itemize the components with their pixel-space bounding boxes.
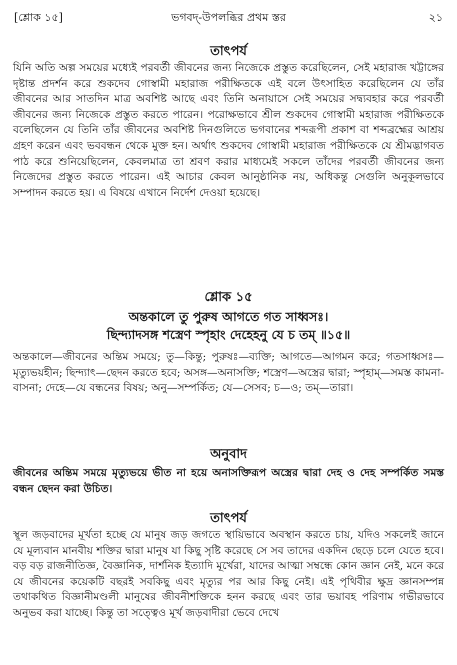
tatparya-heading-1: তাৎপর্য — [210, 44, 247, 59]
header-chapter-title: ভগবদ্-উপলব্ধির প্রথম স্তর — [171, 11, 286, 24]
tatparya-heading-2: তাৎপর্য — [210, 511, 247, 526]
tatparya-text-2: স্থূল জড়বাদের মূর্খতা হচ্ছে যে মানুষ জড় জগতে স্থায়িভাবে অবস্থান করতে চায়, যদিও সকলেই জানে যে মূল্যবান মানবীয় শক্তির দ্বারা মানুষ যা কিছু সৃষ্টি করেছে সে সব তাদের একদিন ছেড়ে চলে যেতে হবে। বড় বড় রাজনীতিজ্ঞ, বৈজ্ঞানিক, দার্শনিক ইত্যাদি মূর্খেরা, যাদের আত্মা সম্বন্ধে কোন জ্ঞান নেই, মনে করে যে জীবনের কয়েকটি বছরই সবকিছু এবং মৃত্যুর পর আর কিছু নেই। এই পৃথিবীর ক্ষুদ্র জ্ঞানসম্পন্ন তথাকথিত বিজ্ঞানীমণ্ডলী মানুষের জীবনীশক্তিকে হনন করছে এবং তার ভয়াবহ পরিণাম গভীরভাবে অনুভব করা যাচ্ছে। কিন্তু তা সত্ত্বেও মূর্খ জড়বাদীরা ভেবে দেখে — [13, 529, 444, 619]
page-number: ২১ — [428, 11, 443, 24]
tatparya-text-1: যিনি অতি অল্প সময়ের মধ্যেই পরবর্তী জীবনের জন্য নিজেকে প্রস্তুত করেছিলেন, সেই মহারাজ খট্টাঙ্গের দৃষ্টান্ত প্রদর্শন করে শুকদেব গোস্বামী মহারাজ পরীক্ষিতকে এই বলে উৎসাহিত করেছিলেন যে তাঁর জীবনের আর সাতদিন মাত্র অবশিষ্ট আছে এবং তিনি অনায়াসে সেই সময়ের সদ্ব্যবহার করে পরবর্তী জীবনের জন্য নিজেকে প্রস্তুত করতে পারেন। পরোক্ষভাবে শ্রীল শুকদেব গোস্বামী মহারাজ পরীক্ষিতকে বলেছিলেন যে তিনি তাঁর জীবনের অবশিষ্ট দিনগুলিতে ভগবানের শব্দরূপী প্রকাশ বা শব্দব্রহ্মের আশ্রয় গ্রহণ করেন এবং ভববন্ধন থেকে মুক্ত হন। অর্থাৎ শুকদেব গোস্বামী মহারাজ পরীক্ষিতকে যে শ্রীমদ্ভাগবত পাঠ করে শুনিয়েছিলেন, কেবলমাত্র তা শ্রবণ করার মাধ্যমেই সকলে তাঁদের পরবর্তী জীবনের জন্য নিজেদের প্রস্তুত করতে পারেন। এই আচার কেবল আনুষ্ঠানিক নয়, অধিকন্তু সেগুলি অনুকূলভাবে সম্পাদন করতে হয়। এ বিষয়ে এখানে নির্দেশ দেওয়া হয়েছে। — [13, 62, 444, 199]
shloka-title: শ্লোক ১৫ — [204, 290, 253, 305]
shloka-line-1: অন্তকালে তু পুরুষ আগতে গত সাধ্বসঃ। — [128, 309, 329, 324]
anuvad-heading: অনুবাদ — [210, 447, 247, 462]
word-meanings: অন্তকালে—জীবনের অন্তিম সময়ে; তু—কিন্তু; পুরুষঃ—ব্যক্তি; আগতে—আগমন করে; গতসাধ্বসঃ—মৃত্যুভয়হীন; ছিন্দ্যাৎ—ছেদন করতে হবে; অসঙ্গ—অনাসক্তি; শস্ত্রেণ—অস্ত্রের দ্বারা; স্পৃহাম্—সমস্ত কামনা-বাসনা; দেহে—যে বন্ধনের বিষয়; অনু—সম্পর্কিত; যে—সেসব; চ—ও; তম্—তারা। — [13, 351, 444, 395]
header-verse-ref: [শ্লোক ১৫] — [14, 11, 63, 24]
shloka-line-2: ছিন্দ্যাদসঙ্গ শস্ত্রেণ স্পৃহাং দেহেহনু যে চ তম্ ॥১৫॥ — [106, 327, 351, 342]
running-header — [14, 9, 443, 27]
anuvad-text: জীবনের অন্তিম সময়ে মৃত্যুভয়ে ভীত না হয়ে অনাসক্তিরূপ অস্ত্রের দ্বারা দেহ ও দেহ সম্পর্কিত সমস্ত বন্ধন ছেদন করা উচিত। — [13, 467, 444, 495]
